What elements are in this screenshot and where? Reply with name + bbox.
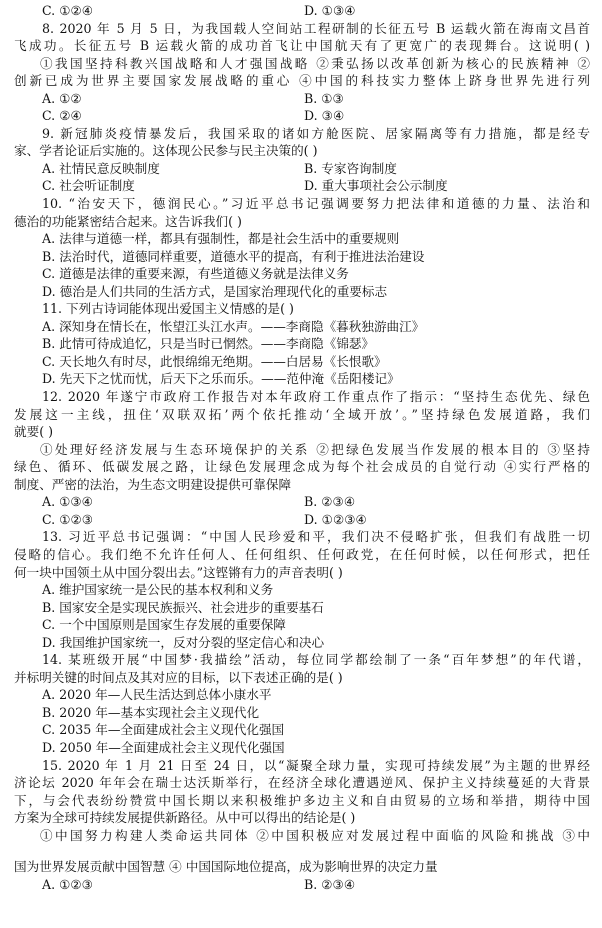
q10-option-b[interactable]: B. 法治时代，道德同样重要，道德水平的提高，有利于推进法治建设 <box>42 248 425 264</box>
question-8 <box>14 20 590 125</box>
q12-option-a[interactable]: A. ①③④ <box>42 494 93 510</box>
q13-stem-line: 何一块中国领土从中国分裂出去。”这铿锵有力的声音表明( ) <box>14 564 343 580</box>
q11-stem: 11. 下列古诗词能体现出爱国主义情感的是( ) <box>42 301 294 317</box>
q14-option-d[interactable]: D. 2050 年—全面建成社会主义现代化强国 <box>42 739 285 755</box>
q8-options-cd <box>14 107 590 125</box>
q15-stem-line: 15. 2020 年 1 月 21 日至 24 日，以“凝聚全球力量，实现可持续发展”为主题的世界经 <box>42 757 590 773</box>
q10-option-c[interactable]: C. 道德是法律的重要来源，有些道德义务就是法律义务 <box>42 266 349 282</box>
q9-options-ab <box>14 160 590 178</box>
q15-stem-line: 济论坛 2020 年年会在瑞士达沃斯举行，在经济全球化遭遇逆风、保护主义持续蔓延的大背景 <box>14 775 590 791</box>
q11-option-d[interactable]: D. 先天下之忧而忧，后天下之乐而乐。——范仲淹《岳阳楼记》 <box>42 371 400 387</box>
question-12 <box>14 388 590 528</box>
question-14 <box>14 651 590 756</box>
q8-option-b[interactable]: B. ①③ <box>304 90 344 106</box>
q12-option-b[interactable]: B. ②③④ <box>304 494 356 510</box>
q13-stem-line: 13. 习近平总书记强调：“中国人民珍爱和平，我们决不侵略扩张，但我们有战胜一切 <box>42 529 590 545</box>
q8-stem-line: 8. 2020 年 5 月 5 日，为我国载人空间站工程研制的长征五号 B 运载火箭在海南文昌首 <box>42 20 590 36</box>
q9-options-cd <box>14 177 590 195</box>
q8-option-d[interactable]: D. ③④ <box>304 108 345 124</box>
q14-option-a[interactable]: A. 2020 年—人民生活达到总体小康水平 <box>42 687 272 703</box>
q8-stem-line: 飞成功。长征五号 B 运载火箭的成功首飞让中国航天有了更宽广的表现舞台。这说明( ) <box>14 38 590 54</box>
q9-option-b[interactable]: B. 专家咨询制度 <box>304 160 397 176</box>
q10-option-a[interactable]: A. 法律与道德一样，都具有强制性，都是社会生活中的重要规则 <box>42 231 400 247</box>
q15-statement-line: 国为世界发展贡献中国智慧 ④ 中国国际地位提高，成为影响世界的决定力量 <box>14 859 438 875</box>
q15-statement-line: ①中国努力构建人类命运共同体 ②中国积极应对发展过程中面临的风险和挑战 ③中 <box>40 827 590 843</box>
q10-option-d[interactable]: D. 德治是人们共同的生活方式，是国家治理现代化的重要标志 <box>42 283 388 299</box>
q14-stem-line: 并标明关键的时间点及其对应的目标，以下表述正确的是( ) <box>14 669 343 685</box>
q10-stem-line: 德治的功能紧密结合起来。这告诉我们( ) <box>14 213 242 229</box>
question-13 <box>14 528 590 651</box>
q9-stem-line: 9. 新冠肺炎疫情暴发后，我国采取的诸如方舱医院、居家隔离等有力措施，都是经专 <box>42 125 590 141</box>
q11-option-a[interactable]: A. 深知身在情长在，怅望江头江水声。——李商隐《暮秋独游曲江》 <box>42 318 425 334</box>
question-10 <box>14 195 590 300</box>
q7-options-cd <box>14 2 590 20</box>
q8-option-a[interactable]: A. ①② <box>42 90 82 106</box>
q13-option-b[interactable]: B. 国家安全是实现民族振兴、社会进步的重要基石 <box>42 599 324 615</box>
q15-spacer <box>14 844 590 858</box>
q12-statement-line: 制度、严密的法治，为生态文明建设提供可靠保障 <box>14 476 292 492</box>
q14-option-c[interactable]: C. 2035 年—全面建成社会主义现代化强国 <box>42 722 285 738</box>
q9-option-d[interactable]: D. 重大事项社会公示制度 <box>304 178 448 194</box>
q12-options-ab <box>14 493 590 511</box>
q11-option-b[interactable]: B. 此情可待成追忆，只是当时已惘然。——李商隐《锦瑟》 <box>42 336 375 352</box>
q7-option-c[interactable]: C. ①②④ <box>42 3 94 18</box>
q8-statement-line: 创新已成为世界主要国家发展战略的重心 ④中国的科技实力整体上跻身世界先进行列 <box>14 73 590 89</box>
exam-page <box>14 2 590 893</box>
q8-option-c[interactable]: C. ②④ <box>42 108 82 124</box>
q13-stem-line: 侵略的信心。我们绝不允许任何人、任何组织、任何政党，在任何时候，以任何形式，把任 <box>14 546 590 562</box>
q8-options-ab <box>14 90 590 108</box>
q15-option-b[interactable]: B. ②③④ <box>304 876 356 892</box>
q7-option-d[interactable]: D. ①③④ <box>304 3 356 18</box>
q12-stem-line: 就要( ) <box>14 424 54 440</box>
q12-statement-line: 绿色、循环、低碳发展之路，让绿色发展理念成为每个社会成员的自觉行动 ④实行严格的 <box>14 459 590 475</box>
q13-option-c[interactable]: C. 一个中国原则是国家生存发展的重要保障 <box>42 617 286 633</box>
question-9 <box>14 125 590 195</box>
q15-option-a[interactable]: A. ①②③ <box>42 876 93 892</box>
q15-stem-line: 下，与会代表纷纷赞赏中国长期以来积极维护多边主义和自由贸易的立场和举措，期待中国 <box>14 792 590 808</box>
q12-option-c[interactable]: C. ①②③ <box>42 511 94 527</box>
q12-option-d[interactable]: D. ①②③④ <box>304 511 367 527</box>
q9-option-c[interactable]: C. 社会听证制度 <box>42 178 135 194</box>
question-15 <box>14 757 590 894</box>
q12-stem-line: 发展这一主线，扭住‘双联双拓’两个依托推动‘全域开放’。”坚持绿色发展道路，我们 <box>14 406 590 422</box>
q13-option-a[interactable]: A. 维护国家统一是公民的基本权利和义务 <box>42 582 274 598</box>
q15-options-ab <box>14 876 590 894</box>
q12-stem-line: 12. 2020 年遂宁市政府工作报告对本年政府工作重点作了指示：“坚持生态优先、绿色 <box>42 389 590 405</box>
q10-stem-line: 10. “治安天下，德润民心。”习近平总书记强调要努力把法律和道德的力量、法治和 <box>42 196 590 212</box>
q14-option-b[interactable]: B. 2020 年—基本实现社会主义现代化 <box>42 704 260 720</box>
q11-option-c[interactable]: C. 天长地久有时尽，此恨绵绵无绝期。——白居易《长恨歌》 <box>42 353 387 369</box>
q12-statement-line: ①处理好经济发展与生态环境保护的关系 ②把绿色发展当作发展的根本目的 ③坚持 <box>40 441 590 457</box>
q9-stem-line: 家、学者论证后实施的。这体现公民参与民主决策的( ) <box>14 143 318 159</box>
q13-option-d[interactable]: D. 我国维护国家统一，反对分裂的坚定信心和决心 <box>42 634 325 650</box>
q12-options-cd <box>14 511 590 529</box>
q14-stem-line: 14. 某班级开展“中国梦·我描绘”活动，每位同学都绘制了一条“百年梦想”的年代谱， <box>42 652 590 668</box>
q9-option-a[interactable]: A. 社情民意反映制度 <box>42 160 160 176</box>
q15-stem-line: 方案为全球可持续发展提供新路径。从中可以得出的结论是( ) <box>14 810 356 826</box>
q8-statement-line: ①我国坚持科教兴国战略和人才强国战略 ②秉弘扬以改革创新为核心的民族精神 ② <box>40 55 590 71</box>
question-11 <box>14 300 590 388</box>
